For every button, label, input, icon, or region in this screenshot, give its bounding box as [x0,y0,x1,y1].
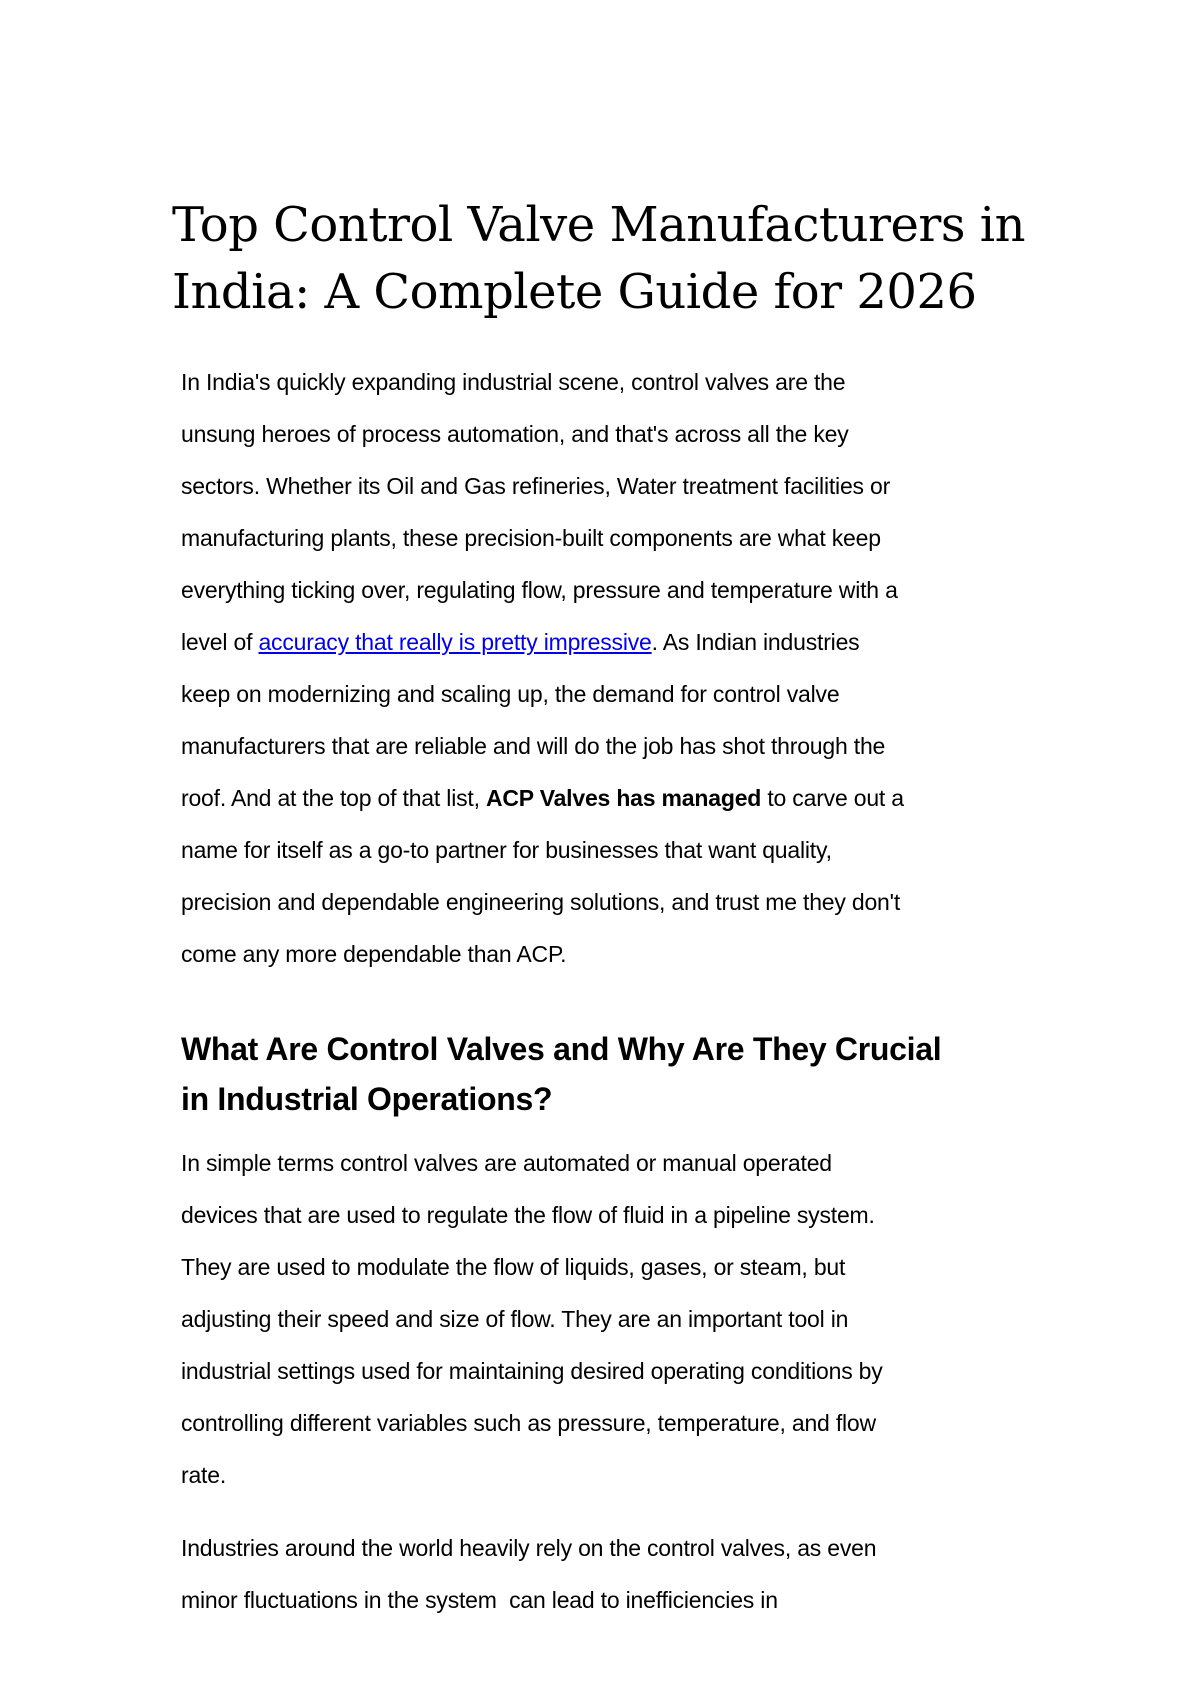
text-line: adjusting their speed and size of flow. They are an important tool in [181,1306,849,1332]
text-line: unsung heroes of process automation, and that's across all the key [181,421,849,447]
section-heading [181,1024,1081,1124]
bold-prefix-text: roof. And at the top of that list, [181,785,486,811]
accuracy-link[interactable]: accuracy that really is pretty impressive [258,629,652,655]
section-paragraph-2 [181,1522,1061,1626]
text-line: Industries around the world heavily rely on the control valves, as even [181,1535,877,1561]
text-line: everything ticking over, regulating flow, pressure and temperature with a [181,577,898,603]
text-line: In simple terms control valves are automated or manual operated [181,1150,832,1176]
section-heading-line-1: What Are Control Valves and Why Are They Crucial [181,1031,942,1067]
link-prefix-text: level of [181,629,259,655]
intro-paragraph [181,356,1061,980]
text-line: minor fluctuations in the system can lead to inefficiencies in [181,1587,778,1613]
section-heading-line-2: in Industrial Operations? [181,1081,553,1117]
text-line: come any more dependable than ACP. [181,941,567,967]
page-title-line-2: India: A Complete Guide for 2026 [172,264,977,320]
text-line: devices that are used to regulate the flow of fluid in a pipeline system. [181,1202,875,1228]
text-line-with-link [181,616,1061,668]
text-line: manufacturing plants, these precision-built components are what keep [181,525,881,551]
text-line: controlling different variables such as pressure, temperature, and flow [181,1410,876,1436]
link-suffix-text: . As Indian industries [651,629,860,655]
text-line: name for itself as a go-to partner for businesses that want quality, [181,837,832,863]
text-line: manufacturers that are reliable and will do the job has shot through the [181,733,886,759]
text-line: sectors. Whether its Oil and Gas refineries, Water treatment facilities or [181,473,891,499]
text-line: In India's quickly expanding industrial scene, control valves are the [181,369,846,395]
bold-suffix-text: to carve out a [761,785,904,811]
text-line-with-bold [181,772,1061,824]
bold-company-text: ACP Valves has managed [485,785,762,811]
text-line: rate. [181,1462,227,1488]
page-title [172,192,1072,326]
page-title-line-1: Top Control Valve Manufacturers in [172,197,1025,253]
text-line: precision and dependable engineering solutions, and trust me they don't [181,889,901,915]
text-line: industrial settings used for maintaining desired operating conditions by [181,1358,883,1384]
text-line: keep on modernizing and scaling up, the demand for control valve [181,681,840,707]
text-line: They are used to modulate the flow of liquids, gases, or steam, but [181,1254,846,1280]
section-paragraph-1 [181,1137,1061,1501]
